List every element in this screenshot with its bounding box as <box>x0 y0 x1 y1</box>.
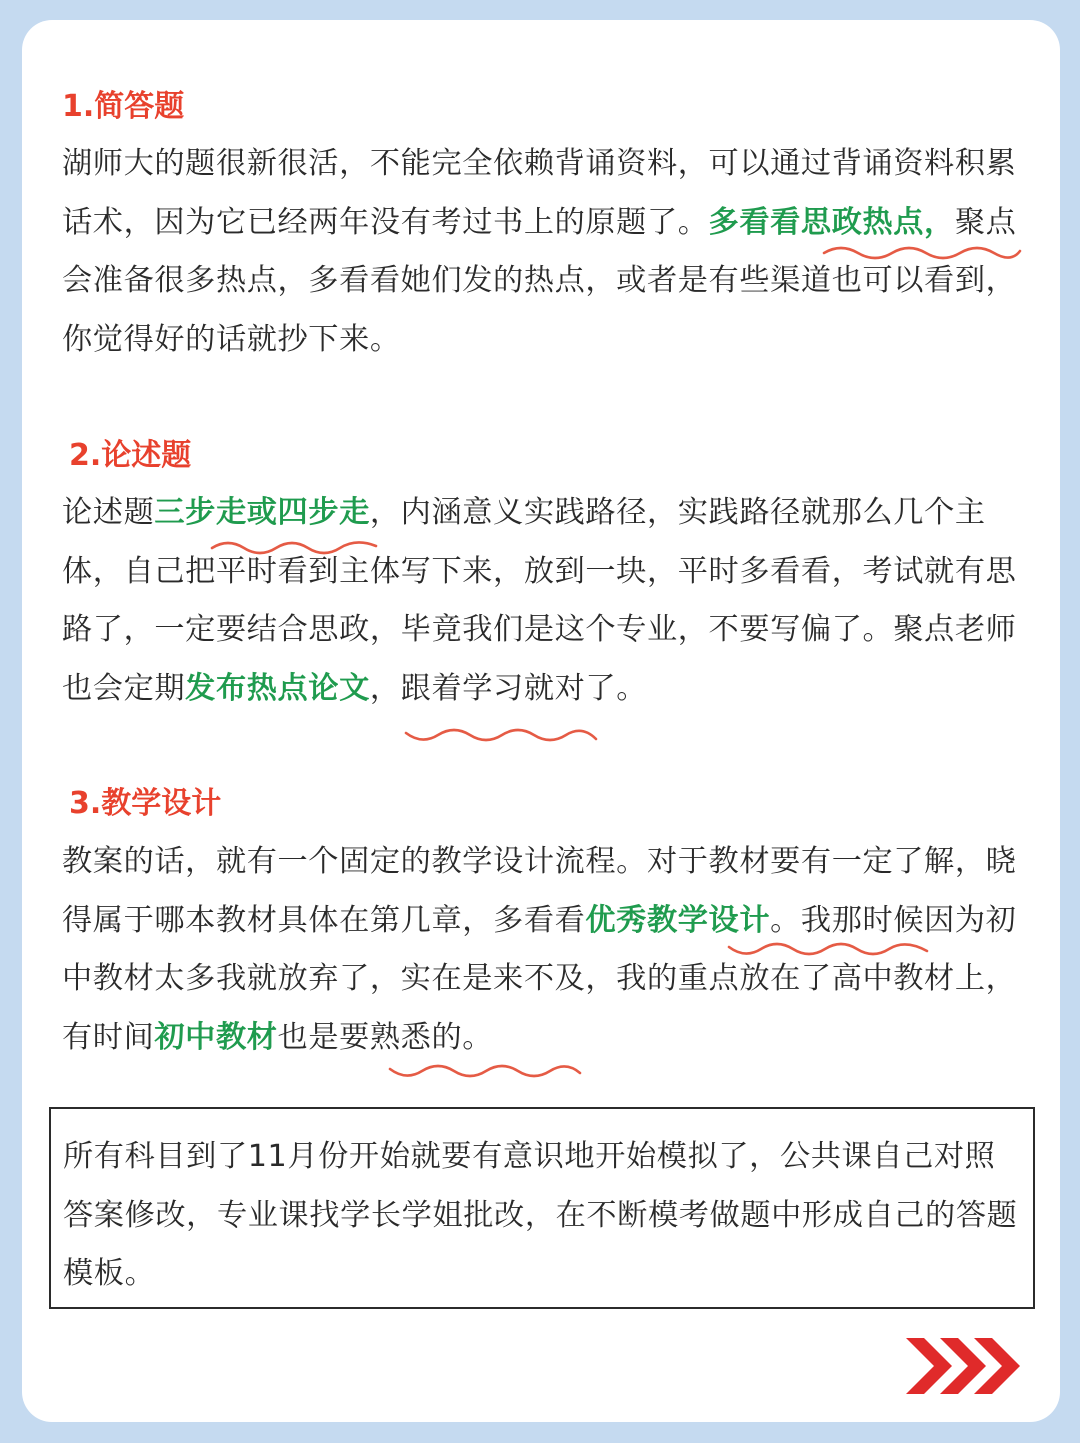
wavy-underline <box>388 1061 584 1083</box>
section-title-short-answer: 1.简答题 <box>62 89 185 124</box>
body-text: 也是要熟悉的。 <box>277 1019 494 1055</box>
wavy-underline <box>404 725 600 747</box>
body-text: 聚点会准备很多热点，多看看她们发的热点，或者是有些渠道也可以看到，你觉得好的话就抄下来。 <box>62 204 1017 357</box>
body-text: 湖师大的题很新很活，不能完全依赖背诵资料，可以通过背诵资料积累话术，因为它已经两年没有考过书上的原题了。 <box>62 146 1017 240</box>
body-text: ，内涵意义实践路径，实践路径就那么几个主体，自己把平时看到主体写下来，放到一块，平时多看看，考试就有思路了，一定要结合思政，毕竟我们是这个专业，不要写偏了。聚点老师也会定期 <box>62 495 1017 706</box>
section-title-teaching-design: 3.教学设计 <box>69 786 222 821</box>
triple-chevron-right-icon[interactable] <box>904 1334 1024 1398</box>
body-text: 论述题 <box>62 495 155 530</box>
highlight-text: 发布热点论文 <box>185 670 370 706</box>
body-text: 教案的话，就有一个固定的教学设计流程。对于教材要有一定了解，晓得属于哪本教材具体在第几章，多看看 <box>62 844 1017 938</box>
highlight-text: 初中教材 <box>154 1019 278 1055</box>
wavy-underline <box>210 536 380 558</box>
highlight-text: 优秀教学设计 <box>585 902 771 938</box>
section-body-essay <box>62 484 1022 718</box>
wavy-underline <box>727 939 931 961</box>
section-title-essay: 2.论述题 <box>69 438 192 473</box>
summary-note-text: 所有科目到了11月份开始就要有意识地开始模拟了，公共课自己对照答案修改，专业课找学长学姐批改，在不断模考做题中形成自己的答题模板。 <box>63 1139 1018 1291</box>
highlight-text: 多看看思政热点， <box>708 204 955 240</box>
highlight-text: 三步走或四步走 <box>154 495 370 530</box>
body-text: 。我那时候因为初中教材太多我就放弃了，实在是来不及，我的重点放在了高中教材上，有时间 <box>62 902 1017 1055</box>
content-card <box>22 20 1060 1422</box>
summary-note-box <box>49 1107 1035 1309</box>
wavy-underline <box>822 242 1022 264</box>
body-text: ，跟着学习就对了。 <box>369 670 647 706</box>
